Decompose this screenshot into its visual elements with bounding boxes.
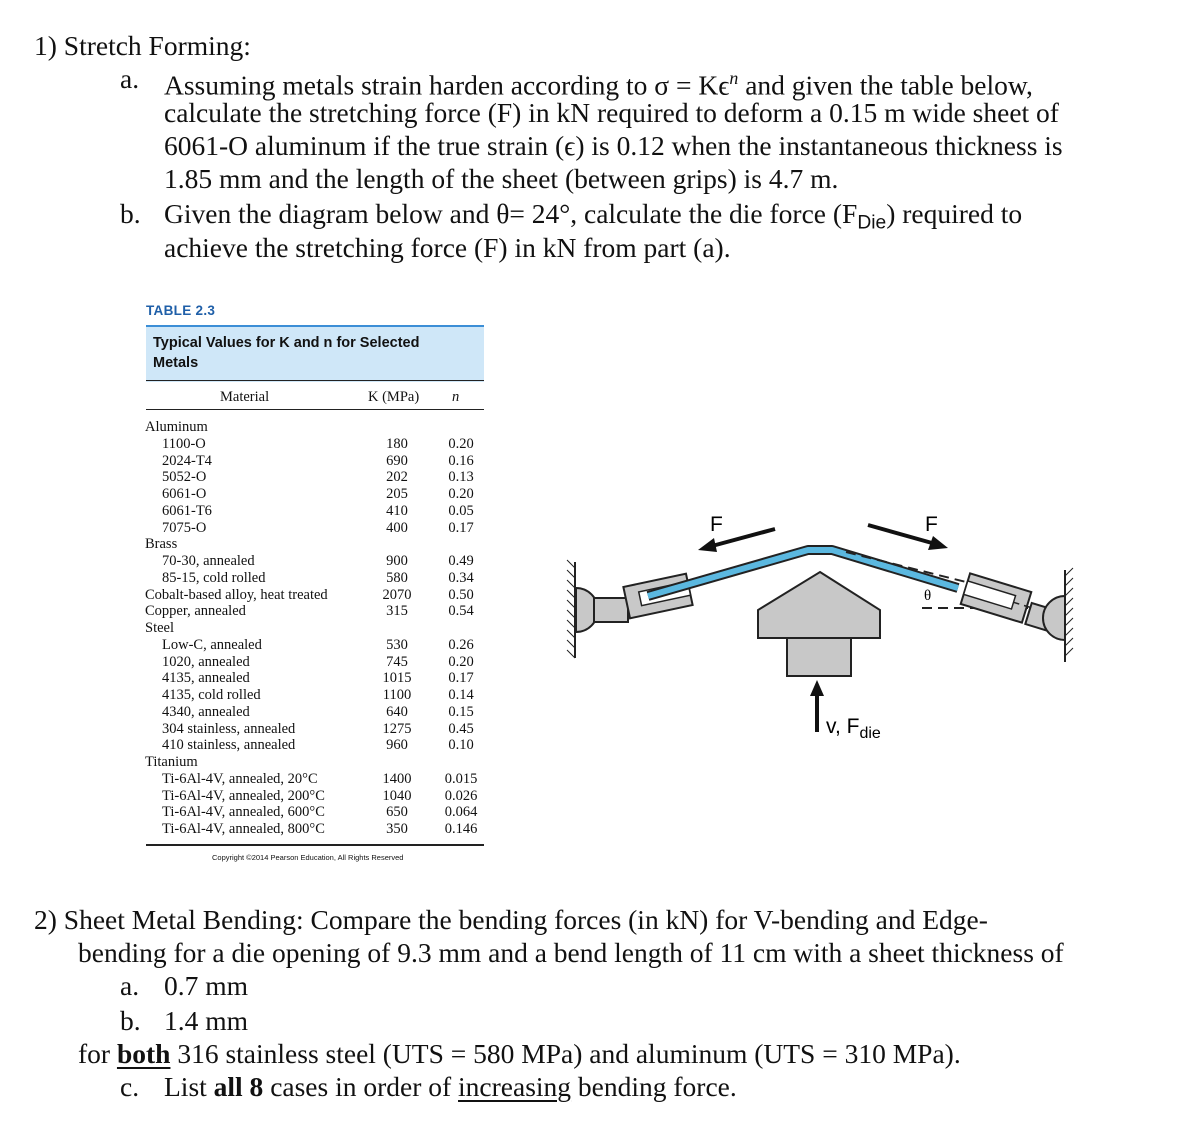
table-rule-top [146, 380, 484, 381]
table-row-n: 0.064 [444, 804, 478, 821]
table-row-material: 4135, annealed [162, 670, 250, 687]
q2b-marker: b. [120, 1005, 141, 1036]
table-row-material: Brass [145, 536, 178, 553]
q2c-text: List all 8 cases in order of increasing bending force. [164, 1071, 737, 1102]
table-row-k: 900 [386, 553, 408, 569]
q2-for-line: for both 316 stainless steel (UTS = 580 MPa) and aluminum (UTS = 310 MPa). [78, 1038, 961, 1069]
q1b-line-1: Given the diagram below and θ= 24°, calculate the die force $(F_{Die})$ required to [164, 198, 1023, 234]
q2-heading-line-1: 2) Sheet Metal Bending: Compare the bending forces (in kN) for V-bending and Edge- [34, 904, 988, 935]
q2c-marker: c. [120, 1071, 140, 1102]
table-row-material: 6061-T6 [162, 502, 212, 519]
table-row-k: 690 [386, 452, 408, 469]
table-row-n: 0.10 [448, 737, 474, 754]
table-row-k: 1040 [382, 787, 412, 804]
table-row-n: 0.026 [444, 787, 478, 804]
force-arrowhead-left [698, 538, 717, 552]
table-row-material: Ti-6Al-4V, annealed, 600°C [162, 804, 325, 821]
q2a-marker: a. [120, 970, 140, 1001]
q1b-marker: b. [120, 198, 141, 229]
table-row-n: 0.16 [448, 452, 474, 469]
table-row-material: 2024-T4 [162, 452, 212, 469]
left-wall-hatch [567, 560, 575, 658]
table-row-k: 202 [386, 469, 408, 486]
table-row-material: 70-30, annealed [162, 553, 255, 569]
table-row-material: 4135, cold rolled [162, 687, 261, 703]
q1a-line-3: 6061-O aluminum if the true strain (ϵ) is 0.12 when the instantaneous thickness is [164, 130, 1063, 161]
table-row-material: Ti-6Al-4V, annealed, 200°C [162, 787, 325, 804]
table-row-n: 0.50 [448, 586, 474, 603]
table-row-n: 0.45 [448, 720, 474, 737]
table-row-k: 1275 [382, 720, 412, 737]
table-row-k: 580 [386, 569, 408, 586]
table-row-n: 0.20 [448, 486, 474, 502]
q2a-text: 0.7 mm [164, 970, 249, 1001]
table-row-n: 0.26 [448, 636, 474, 653]
right-pivot [1043, 596, 1065, 640]
table-row-k: 1100 [382, 687, 412, 703]
table-row-material: 85-15, cold rolled [162, 569, 266, 586]
table-row-k: 745 [386, 653, 408, 670]
stretch-forming-diagram [560, 500, 1100, 745]
force-label-left: F [710, 513, 723, 536]
q1-heading: 1) Stretch Forming: [34, 30, 251, 61]
die-force-arrowhead [810, 680, 824, 696]
theta-label: θ [924, 588, 932, 604]
force-label-right: F [925, 513, 938, 536]
table-row-n: 0.49 [448, 553, 474, 569]
table-row-material: Ti-6Al-4V, annealed, 800°C [162, 821, 325, 837]
col-header-k: K (MPa) [368, 389, 420, 405]
table-rule-bottom [146, 844, 484, 846]
table-row-material: Ti-6Al-4V, annealed, 20°C [162, 770, 318, 787]
table-row-n: 0.015 [444, 770, 478, 787]
table-row-material: Steel [145, 620, 174, 636]
left-arm [594, 598, 628, 622]
table-row-k: 180 [386, 435, 408, 452]
table-rule-mid [146, 409, 484, 410]
table-row-k: 650 [386, 804, 408, 821]
table-row-n: 0.05 [448, 502, 474, 519]
table-row-k: 350 [386, 821, 408, 837]
table-row-k: 640 [386, 703, 408, 720]
q2b-text: 1.4 mm [164, 1005, 249, 1036]
q1a-line-2: calculate the stretching force (F) in kN required to deform a 0.15 m wide sheet of [164, 97, 1059, 128]
table-row-k: 530 [386, 636, 408, 653]
table-row-k: 2070 [382, 586, 412, 603]
table-row-n: 0.17 [448, 519, 474, 536]
q1a-marker: a. [120, 63, 140, 94]
table-row-n: 0.13 [448, 469, 474, 486]
die-top [758, 572, 880, 638]
table-row-material: 6061-O [162, 486, 207, 502]
table-row-material: 1100-O [162, 435, 206, 452]
die-stem [787, 638, 851, 676]
table-row-material: 410 stainless, annealed [162, 737, 296, 754]
force-arrow-right [868, 525, 932, 543]
col-header-material: Material [220, 389, 270, 405]
table-row-material: 1020, annealed [162, 653, 250, 670]
table-title-box [146, 325, 484, 382]
table-row-n: 0.20 [448, 653, 474, 670]
table-row-n: 0.15 [448, 703, 474, 720]
table-row-material: Low-C, annealed [162, 636, 262, 653]
table-row-k: 960 [386, 737, 408, 754]
table-label: TABLE 2.3 [146, 303, 216, 318]
table-row-k: 1015 [382, 670, 412, 687]
table-row-k: 315 [386, 603, 408, 620]
table-row-k: 1400 [382, 770, 412, 787]
table-row-material: 304 stainless, annealed [162, 720, 296, 737]
die-force-label: v, $F_{die}$ [826, 715, 881, 742]
table-row-n: 0.54 [448, 603, 474, 620]
q1a-line-1: Assuming metals strain harden according to $\sigma = K\epsilon^n$ and given the table below, [164, 68, 1033, 101]
table-row-material: 5052-O [162, 469, 207, 486]
col-header-n: n [452, 389, 460, 405]
table-row-k: 410 [386, 502, 408, 519]
table-row-material: 7075-O [162, 519, 207, 536]
q1b-line-2: achieve the stretching force (F) in kN from part (a). [164, 232, 731, 263]
table-row-n: 0.34 [448, 569, 474, 586]
table-copyright: Copyright ©2014 Pearson Education, All Rights Reserved [212, 853, 404, 862]
table-row-material: Aluminum [145, 419, 208, 435]
table-row-material: Titanium [145, 754, 198, 770]
force-arrowhead-right [928, 536, 948, 550]
table-row-material: Copper, annealed [145, 603, 246, 620]
table-row-material: 4340, annealed [162, 703, 250, 720]
table-row-n: 0.17 [448, 670, 474, 687]
q2-heading-line-2: bending for a die opening of 9.3 mm and a bend length of 11 cm with a sheet thickness of [78, 937, 1064, 968]
table-row-n: 0.146 [444, 821, 478, 837]
q1a-line-4: 1.85 mm and the length of the sheet (between grips) is 4.7 m. [164, 163, 839, 194]
table-title: Typical Values for K and n for Selected Metals [153, 335, 420, 371]
table-row-k: 400 [386, 519, 408, 536]
right-wall-hatch [1065, 568, 1073, 656]
table-row-k: 205 [386, 486, 408, 502]
table-row-n: 0.14 [448, 687, 474, 703]
table-row-material: Cobalt-based alloy, heat treated [145, 586, 328, 603]
table-row-n: 0.20 [448, 435, 474, 452]
